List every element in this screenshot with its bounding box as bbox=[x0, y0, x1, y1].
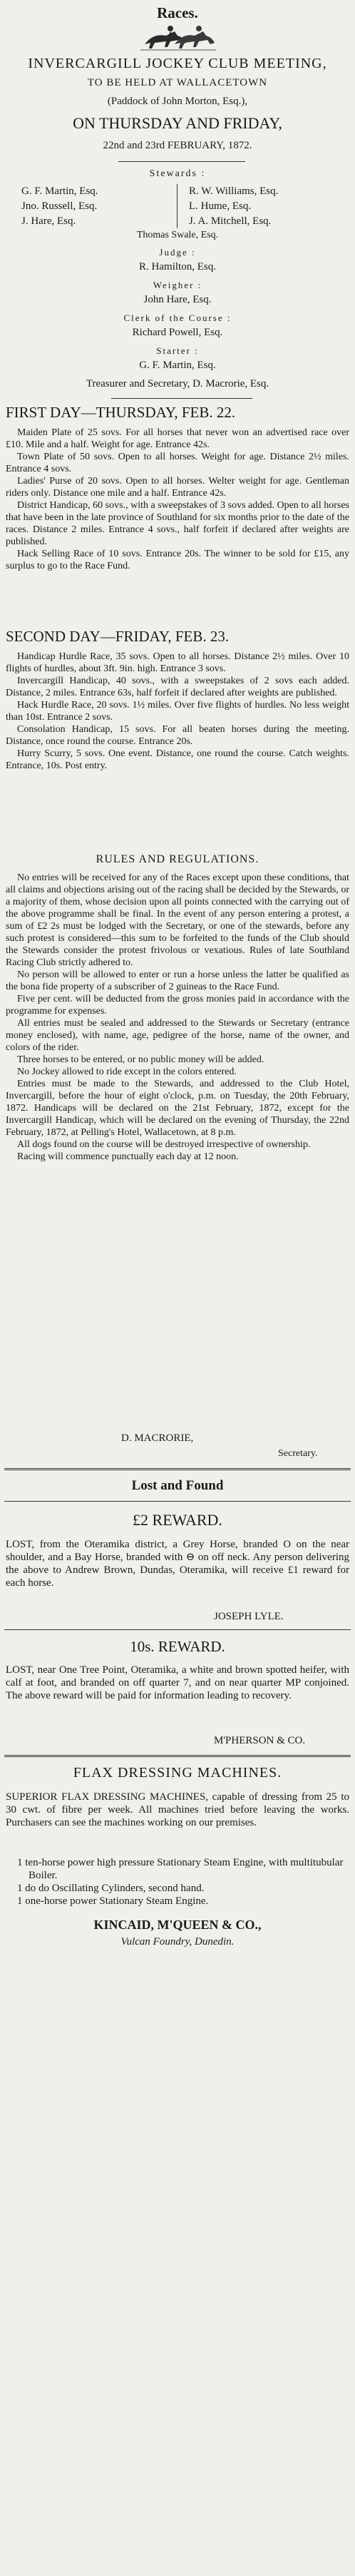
divider bbox=[4, 1629, 351, 1630]
race-entry: Maiden Plate of 25 sovs. For all horses that never won an advertised race over £10. Mile and a half. Weight for age. Entrance 42s. bbox=[6, 427, 349, 450]
divider bbox=[4, 1468, 351, 1470]
rule-paragraph: No entries will be received for any of the Races except upon these conditions, that all claims and objections arising out of the racing shall be decided by the Stewards, or a majority of them, whose decision upon all points connected with the carrying out of the above programme shall be final. In the event of any person entering a protest, a sum of £2 2s must be lodged with the Secretary, or one of the stewards, before any such protest is considered—this sum to be forfeited to the funds of the Club should the Stewards consider the protest frivolous or vexatious. Rules of late Southland Racing Club strictly adhered to. bbox=[6, 872, 349, 968]
races-dates: 22nd and 23rd FEBRUARY, 1872. bbox=[103, 140, 252, 151]
engine-item: 1 do do Oscillating Cylinders, second hand. bbox=[17, 1883, 205, 1894]
races-heading: Races. bbox=[157, 4, 198, 21]
reward2-signature: M'PHERSON & CO. bbox=[214, 1735, 306, 1746]
race-entry: Hack Hurdle Race, 20 sovs. 1½ miles. Over five flights of hurdles. No less weight than 10st. Entrance 2 sovs. bbox=[6, 700, 349, 723]
stewards-brace bbox=[177, 184, 183, 228]
steward-name: J. Hare, Esq. bbox=[21, 215, 76, 227]
day2-list bbox=[6, 651, 349, 772]
stewards-left bbox=[21, 184, 164, 229]
flax-text: SUPERIOR FLAX DRESSING MACHINES, capable of dressing from 25 to 30 cwt. of fibre per week. All machines tried before leaving the works. Purchasers can see the machines working on our premises. bbox=[6, 1791, 349, 1828]
treasurer-line: Treasurer and Secretary, D. Macrorie, Esq. bbox=[86, 378, 269, 390]
rule-paragraph: All entries must be sealed and addressed to the Stewards or Secretary (entrance money enclosed), with name, age, pedigree of the horse, name of the owner, and colors of the rider. bbox=[6, 1018, 349, 1053]
flax-signature: KINCAID, M'QUEEN & CO., bbox=[93, 1918, 262, 1932]
steward-name: R. W. Williams, Esq. bbox=[189, 185, 279, 197]
lost-found-heading: Lost and Found bbox=[131, 1478, 224, 1493]
rule-paragraph: Racing will commence punctually each day at 12 noon. bbox=[17, 1151, 239, 1162]
race-entry: Consolation Handicap, 15 sovs. For all beaten horses during the meeting. Distance, once round the course. Entrance 20s. bbox=[6, 724, 349, 747]
judge-name: R. Hamilton, Esq. bbox=[139, 261, 216, 273]
secretary-title: Secretary. bbox=[278, 1448, 318, 1459]
stewards-right bbox=[189, 184, 346, 229]
divider bbox=[4, 1501, 351, 1502]
day2-heading: SECOND DAY—FRIDAY, FEB. 23. bbox=[6, 628, 230, 645]
flax-address: Vulcan Foundry, Dunedin. bbox=[120, 1936, 235, 1948]
races-title: INVERCARGILL JOCKEY CLUB MEETING, bbox=[28, 56, 327, 71]
reward1-text: LOST, from the Oteramika district, a Grey Horse, branded O on the near shoulder, and a Bay Horse, branded with ⊖ on off neck. Any person delivering the above to Andrew Brown, Dundas, Oteramika, will receive £1 reward for each horse. bbox=[6, 1539, 349, 1589]
races-venue: TO BE HELD AT WALLACETOWN bbox=[87, 77, 268, 88]
starter-heading: Starter : bbox=[156, 345, 199, 356]
reward2-heading: 10s. REWARD. bbox=[130, 1638, 225, 1655]
reward2-text: LOST, near One Tree Point, Oteramika, a white and brown spotted heifer, with calf at foot, and branded on off quarter 7, and on near quarter MP conjoined. The above reward will be paid for information leading to recovery. bbox=[6, 1664, 349, 1701]
starter-name: G. F. Martin, Esq. bbox=[139, 360, 216, 371]
race-entry: Hurry Scurry, 5 sovs. One event. Distance, one round the course. Catch weights. Entrance, 10s. Post entry. bbox=[6, 748, 349, 771]
steward-name: L. Hume, Esq. bbox=[189, 200, 252, 212]
secretary-signature: D. MACRORIE, bbox=[121, 1432, 194, 1444]
reward1-signature: JOSEPH LYLE. bbox=[214, 1611, 284, 1622]
engine-item: 1 one-horse power Stationary Steam Engine. bbox=[17, 1895, 209, 1907]
engine-item: 1 ten-horse power high pressure Stationary Steam Engine, with multitubular Boiler. bbox=[17, 1857, 344, 1881]
divider bbox=[118, 161, 245, 162]
stewards-heading: Stewards : bbox=[149, 168, 206, 179]
judge-heading: Judge : bbox=[159, 247, 196, 258]
race-entry: District Handicap, 60 sovs., with a sweepstakes of 3 sovs added. Open to all horses that have been in the late province of Southland for six months prior to the date of the races. Distance 2 miles. Entrance 4 sovs., half forfeit if declared after weights are published. bbox=[6, 500, 349, 547]
clerk-heading: Clerk of the Course : bbox=[123, 312, 232, 323]
day1-list bbox=[6, 427, 349, 572]
day1-heading: FIRST DAY—THURSDAY, FEB. 22. bbox=[6, 404, 236, 421]
rule-paragraph: No person will be allowed to enter or run a horse unless the latter be qualified as the bona fide property of a subscriber of 2 guineas to the Race Fund. bbox=[6, 969, 349, 992]
race-entry: Handicap Hurdle Race, 35 sovs. Open to all horses. Distance 2½ miles. Over 10 flights of hurdles, about 3ft. 9in. high. Entrance 3 sovs. bbox=[6, 651, 349, 674]
reward1-heading: £2 REWARD. bbox=[133, 1511, 222, 1529]
divider bbox=[111, 398, 252, 399]
weigher-name: John Hare, Esq. bbox=[143, 294, 212, 305]
rule-paragraph: All dogs found on the course will be destroyed irrespective of ownership. bbox=[17, 1139, 311, 1150]
rule-paragraph: Entries must be made to the Stewards, and addressed to the Club Hotel, Invercargill, before the hour of eight o'clock, p.m. on Tuesday, the 20th February, 1872. Handicaps will be declared on the 21st February, 1872, except for the Invercargill Handicap, which will be declared on the evening of Thursday, the 22nd February, 1872, at Pelling's Hotel, Wallacetown, at 8 p.m. bbox=[6, 1079, 349, 1138]
rules-heading: RULES AND REGULATIONS. bbox=[96, 853, 259, 865]
steward-name: J. A. Mitchell, Esq. bbox=[189, 215, 272, 227]
weigher-heading: Weigher : bbox=[153, 280, 202, 290]
flax-heading: FLAX DRESSING MACHINES. bbox=[73, 1765, 282, 1781]
steward-name: G. F. Martin, Esq. bbox=[21, 185, 98, 197]
steward-name: Jno. Russell, Esq. bbox=[21, 200, 98, 212]
horse-race-engraving-icon bbox=[139, 23, 217, 51]
rule-paragraph: Three horses to be entered, or no public money will be added. bbox=[17, 1054, 264, 1065]
clerk-name: Richard Powell, Esq. bbox=[132, 327, 223, 338]
rule-paragraph: Five per cent. will be deducted from the gross monies paid in accordance with the programme for expenses. bbox=[6, 994, 349, 1017]
divider bbox=[4, 1755, 351, 1757]
race-entry: Town Plate of 50 sovs. Open to all horses. Weight for age. Distance 2½ miles. Entrance 4 sovs. bbox=[6, 452, 349, 474]
flax-items bbox=[17, 1856, 349, 1908]
rule-paragraph: No Jockey allowed to ride except in the colors entered. bbox=[17, 1066, 237, 1077]
race-entry: Hack Selling Race of 10 sovs. Entrance 20s. The winner to be sold for £15, any surplus to go to the Race Fund. bbox=[6, 549, 349, 571]
races-days: ON THURSDAY AND FRIDAY, bbox=[73, 114, 282, 132]
races-paddock: (Paddock of John Morton, Esq.), bbox=[107, 96, 248, 107]
race-entry: Ladies' Purse of 20 sovs. Open to all horses. Welter weight for age. Gentleman riders only. Distance one mile and a half. Entrance 42s. bbox=[6, 476, 349, 499]
steward-extra: Thomas Swale, Esq. bbox=[136, 230, 219, 240]
rules-list bbox=[6, 872, 349, 1163]
race-entry: Invercargill Handicap, 40 sovs., with a sweepstakes of 2 sovs each added. Distance, 2 miles. Entrance 63s, half forfeit if declared after weights are published. bbox=[6, 676, 349, 698]
